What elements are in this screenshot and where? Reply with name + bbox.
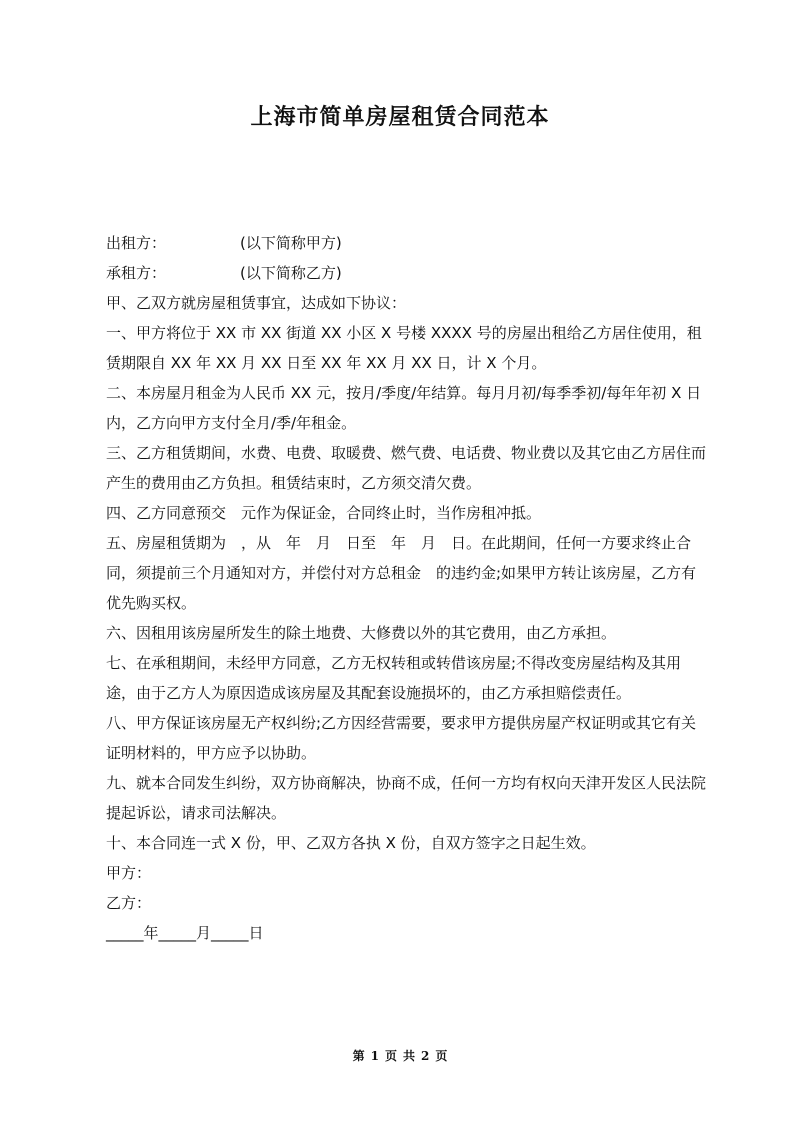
document-title: 上海市简单房屋租赁合同范本 bbox=[250, 105, 550, 130]
clause-8: 八、甲方保证该房屋无产权纠纷;乙方因经营需要，要求甲方提供房屋产权证明或其它有关证明材料的，甲方应予以协助。 bbox=[106, 714, 697, 762]
party-label: 出租方： bbox=[106, 234, 167, 252]
signature-date: _____年_____月_____日 bbox=[106, 924, 264, 942]
clause-10: 十、本合同连一式 X 份，甲、乙双方各执 X 份，自双方签字之日起生效。 bbox=[106, 834, 596, 852]
clause-4: 四、乙方同意预交 元作为保证金，合同终止时，当作房租冲抵。 bbox=[106, 504, 542, 522]
intro-paragraph: 甲、乙双方就房屋租赁事宜，达成如下协议： bbox=[106, 294, 407, 312]
page-label: 第 bbox=[352, 1049, 365, 1063]
clause-5: 五、房屋租赁期为 ，从 年 月 日至 年 月 日。在此期间，任何一方要求终止合同，须提前三个月通知对方，并偿付对方总租金 的违约金;如果甲方转让该房屋，乙方有优先购买权。 bbox=[106, 534, 697, 612]
contract-body bbox=[106, 228, 706, 948]
clause-9: 九、就本合同发生纠纷，双方协商解决，协商不成，任何一方均有权向天津开发区人民法院提起诉讼，请求司法解决。 bbox=[106, 774, 707, 822]
signature-party-b: 乙方： bbox=[106, 894, 152, 912]
page-unit: 页 bbox=[384, 1049, 397, 1063]
party-lessee bbox=[106, 258, 706, 288]
party-note: (以下简称甲方) bbox=[240, 234, 342, 252]
clause-3: 三、乙方租赁期间，水费、电费、取暖费、燃气费、电话费、物业费以及其它由乙方居住而产生的费用由乙方负担。租赁结束时，乙方须交清欠费。 bbox=[106, 444, 707, 492]
clause-6: 六、因租用该房屋所发生的除土地费、大修费以外的其它费用，由乙方承担。 bbox=[106, 624, 617, 642]
party-lessor bbox=[106, 228, 706, 258]
party-label: 承租方： bbox=[106, 264, 167, 282]
page-total: 2 bbox=[421, 1049, 430, 1063]
clause-7: 七、在承租期间，未经甲方同意，乙方无权转租或转借该房屋;不得改变房屋结构及其用途，由于乙方人为原因造成该房屋及其配套设施损坏的，由乙方承担赔偿责任。 bbox=[106, 654, 682, 702]
page-current: 1 bbox=[370, 1049, 379, 1063]
clause-2: 二、本房屋月租金为人民币 XX 元，按月/季度/年结算。每月月初/每季季初/每年年初 X 日内，乙方向甲方支付全月/季/年租金。 bbox=[106, 384, 702, 432]
party-note: (以下简称乙方) bbox=[240, 264, 342, 282]
total-unit: 页 bbox=[435, 1049, 448, 1063]
clause-1: 一、甲方将位于 XX 市 XX 街道 XX 小区 X 号楼 XXXX 号的房屋出租给乙方居住使用，租赁期限自 XX 年 XX 月 XX 日至 XX 年 XX 月 XX 日，计 X 个月。 bbox=[106, 324, 702, 372]
page-footer bbox=[0, 1047, 800, 1064]
signature-party-a: 甲方： bbox=[106, 864, 152, 882]
total-label: 共 bbox=[403, 1049, 416, 1063]
